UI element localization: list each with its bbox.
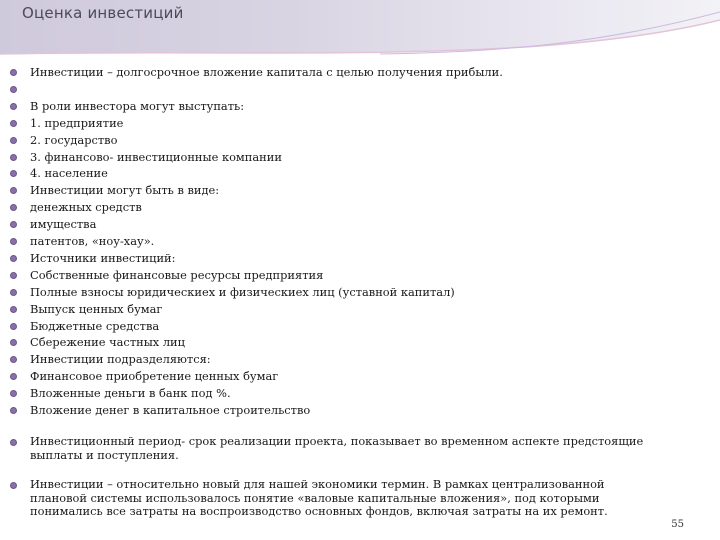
- list-item: Инвестиции – долгосрочное вложение капитала с целью получения прибыли.: [9, 64, 649, 81]
- list-item: Бюджетные средства: [9, 318, 649, 335]
- page-number: 55: [671, 519, 684, 530]
- bullet-icon: [10, 339, 17, 346]
- bullet-icon: [10, 323, 17, 330]
- bullet-icon: [10, 86, 17, 93]
- bullet-icon: [10, 482, 17, 489]
- list-item: 1. предприятие: [9, 115, 649, 132]
- list-item: Финансовое приобретение ценных бумаг: [9, 368, 649, 385]
- bullet-icon: [10, 154, 17, 161]
- slide-content: [9, 64, 649, 519]
- bullet-icon: [10, 204, 17, 211]
- bullet-icon: [10, 390, 17, 397]
- list-item: Вложенные деньги в банк под %.: [9, 385, 649, 402]
- bullet-icon: [10, 103, 17, 110]
- paragraph-block: [9, 435, 649, 519]
- list-item: 3. финансово- инвестиционные компании: [9, 149, 649, 166]
- list-item: 4. население: [9, 165, 649, 182]
- bullet-icon: [10, 356, 17, 363]
- spacer: [9, 419, 649, 435]
- list-item: Вложение денег в капитальное строительство: [9, 402, 649, 419]
- list-item-empty: [9, 81, 649, 98]
- list-item: Инвестиции могут быть в виде:: [9, 182, 649, 199]
- paragraph-investment-term: Инвестиции – относительно новый для нашей экономики термин. В рамках централизованной плановой системы использовалось понятие «валовые капитальные вложения», под которыми понимались все затраты на воспроизводство основных фондов, включая затраты на их ремонт.: [9, 478, 649, 519]
- list-item: Сбережение частных лиц: [9, 334, 649, 351]
- bullet-icon: [10, 238, 17, 245]
- list-item: 2. государство: [9, 132, 649, 149]
- list-item: Инвестиции подразделяются:: [9, 351, 649, 368]
- list-item: патентов, «ноу-хау».: [9, 233, 649, 250]
- slide-title: Оценка инвестиций: [22, 4, 184, 22]
- list-item: В роли инвестора могут выступать:: [9, 98, 649, 115]
- bullet-icon: [10, 120, 17, 127]
- bullet-icon: [10, 170, 17, 177]
- spacer: [9, 462, 649, 478]
- bullet-icon: [10, 306, 17, 313]
- bullet-icon: [10, 407, 17, 414]
- bullet-icon: [10, 187, 17, 194]
- bullet-icon: [10, 69, 17, 76]
- bullet-icon: [10, 289, 17, 296]
- bullet-icon: [10, 137, 17, 144]
- list-item: Источники инвестиций:: [9, 250, 649, 267]
- list-item: Выпуск ценных бумаг: [9, 301, 649, 318]
- paragraph-investment-period: Инвестиционный период- срок реализации проекта, показывает во временном аспекте предстоящие выплаты и поступления.: [9, 435, 649, 462]
- bullet-icon: [10, 439, 17, 446]
- bullet-icon: [10, 255, 17, 262]
- bullet-icon: [10, 221, 17, 228]
- list-item: имущества: [9, 216, 649, 233]
- bullet-icon: [10, 272, 17, 279]
- list-item: Собственные финансовые ресурсы предприятия: [9, 267, 649, 284]
- bullet-icon: [10, 373, 17, 380]
- list-item: Полные взносы юридическиех и физическиех лиц (уставной капитал): [9, 284, 649, 301]
- list-item: денежных средств: [9, 199, 649, 216]
